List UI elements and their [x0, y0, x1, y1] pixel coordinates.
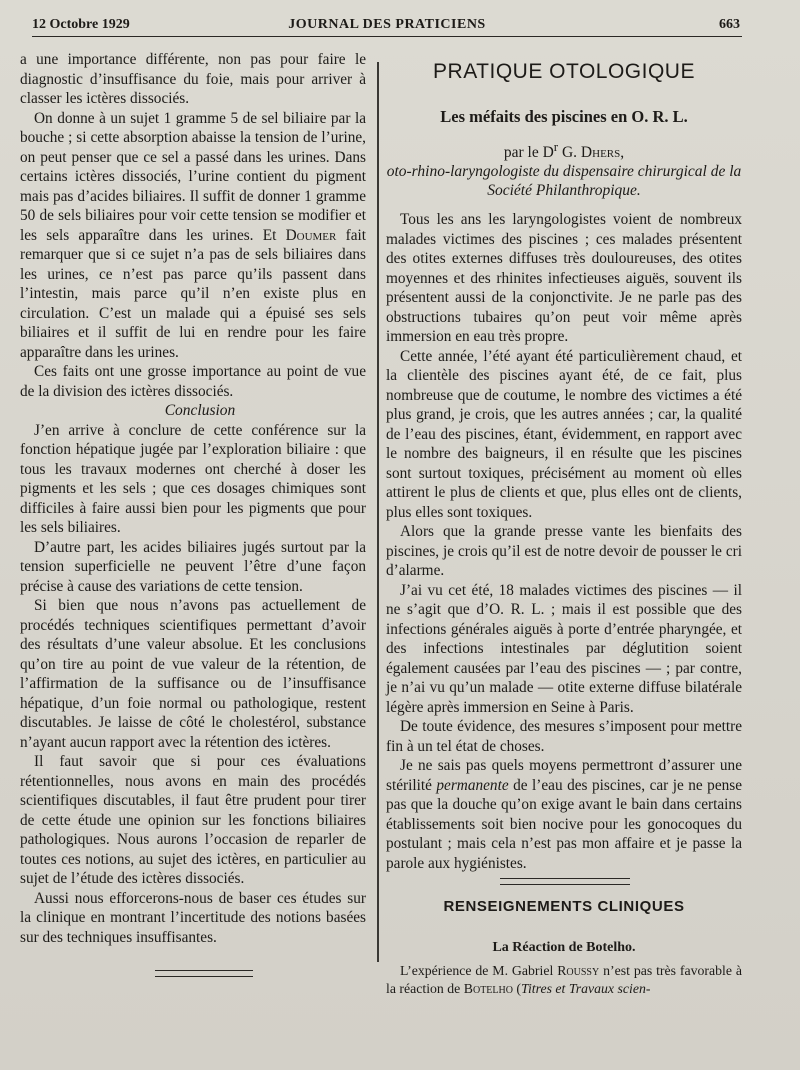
left-paragraph-1: a une importance différente, non pas pour faire le diagnostic d’insuffisance du foie, mais pour arriver à classer les ictères dissociés. — [20, 51, 366, 107]
right-paragraph-6: Je ne sais pas quels moyens permettront d’assurer une stérilité permanente de l’eau des piscines, car je ne pense pas que la douche qu’on exige avant le bain dans certains établissements soit bien nocive pour les gonocoques du postulant ; mais cela n’est pas mon affaire et je passe la parole aux hygiénistes. — [386, 757, 743, 872]
left-column — [20, 50, 366, 947]
left-paragraph-7: Il faut savoir que si pour ces évaluations rétentionnelles, nous avons en main des procédés scientifiques discutables, il faut être prudent pour tirer de cette étude une opinion sur les fonctions biliaires pathologiques. Nous aurons l’occasion de reparler de toutes ces notions, au sujet des ictères, en particulier au sujet de l’étude des ictères dissociés. — [20, 753, 366, 887]
author-name-dhers: G. Dhers, — [561, 144, 625, 162]
left-end-rule — [155, 970, 253, 977]
byline: par le $D^r$ G. Dhers, oto-rhino-laryngologiste du dispensaire chirurgical de la Société Philanthropique. — [386, 139, 742, 200]
running-header — [32, 14, 742, 37]
left-paragraph-8: Aussi nous efforcerons-nous de baser ces études sur la clinique en montrant l’incertitude des notions basées sur des techniques insuffisantes. — [20, 889, 366, 946]
right-paragraph-2: Cette année, l’été ayant été particulièrement chaud, et la clientèle des piscines ayant été, de ce fait, plus nombreuse que de coutume, le nombre des victimes a été plus grand, je crois, que les autres années ; car, la qualité de l’eau des piscines, étant, évidemment, en rapport avec le nombre des baigneurs, il en résulte que les piscines sont surtout toxiques, précisément au moment où elles attirent le plus de clients et que, plus elles ont de clients, plus elles sont toxiques. — [386, 347, 742, 521]
citation-title: Titres et Travaux scien- — [521, 981, 651, 996]
section-separator-rule — [500, 878, 630, 885]
conclusion-subheading: Conclusion — [164, 402, 236, 419]
section-title-otologique: PRATIQUE OTOLOGIQUE — [433, 60, 695, 83]
right-bottom-text — [386, 962, 742, 998]
author-name-doumer: Doumer — [285, 226, 337, 244]
author-name-roussy: Roussy — [557, 963, 600, 978]
right-paragraph-1: Tous les ans les laryngologistes voient de nombreux malades victimes des piscines ; ces malades présentent des otites externes diffuses très douloureuses, des otites moyennes et des rhinites infectieuses aiguës, souvent ils présentent aussi de la conjonctivite. Je ne parle pas des obstructions tubaires qu’on peut voir même après immersion en eau très propre. — [386, 211, 742, 345]
left-paragraph-3: Ces faits ont une grosse importance au point de vue de la division des ictères dissociés. — [20, 363, 366, 400]
header-page-number: 663 — [719, 17, 740, 32]
right-paragraph-4: J’ai vu cet été, 18 malades victimes des piscines — il ne s’agit que d’O. R. L. ; mais il est possible que des infections générales aiguës à porte d’entrée pharyngée, et des infections intestinales par déglutition soient également causées par l’eau des piscines — ; par contre, je n’ai vu qu’un malade — otite externe diffuse bilatérale légère après immersion en Seine à Paris. — [386, 581, 742, 716]
emphasis-permanente: permanente — [436, 776, 509, 794]
left-paragraph-6: Si bien que nous n’avons pas actuellement de procédés techniques scientifiques permettant d’avoir des résultats d’une valeur absolue. Et les conclusions qu’on tire au point de vue valeur de la rétention, de l’affirmation de la suffisance ou de l’insuffisance hépatique, d’un foie normal ou pathologique, restent discutables. Je laisse de côté le cholestérol, substance n’ayant aucun rapport avec la rétention des ictères. — [20, 597, 366, 751]
right-column — [386, 210, 742, 873]
subsection-title-botelho: La Réaction de Botelho. — [492, 940, 636, 955]
header-date: 12 Octobre 1929 — [32, 17, 130, 32]
right-paragraph-7: L’expérience de M. Gabriel Roussy n’est pas très favorable à la réaction de Botelho (Titres et Travaux scien- — [386, 963, 743, 996]
author-name-botelho: Botelho — [463, 981, 513, 996]
section-title-renseignements: RENSEIGNEMENTS CLINIQUES — [443, 898, 685, 915]
left-paragraph-2: On donne à un sujet 1 gramme 5 de sel biliaire par la bouche ; si cette absorption abaisse la tension de l’urine, on peut penser que ce sel a passé dans les urines. Dans certains ictères dissociés, l’urine contient du pigment mais pas d’acides biliaires. Il suffit de donner 1 gramme 50 de sels biliaires pour voir cette tension se modifier et les sels apparaître dans les urines. Et Doumer fait remarquer que si ce sujet n’a pas de sels biliaires dans les urines, ce n’est pas parce qu’ils passent dans l’intestin, mais parce qu’il n’en existe plus en circulation. C’est un malade qui a épuisé ses sels biliaires et il suffit de lui en rendre pour les faire apparaître dans les urines. — [20, 109, 367, 361]
author-affiliation: oto-rhino-laryngologiste du dispensaire chirurgical de la Société Philanthropique. — [386, 163, 742, 200]
right-paragraph-3: Alors que la grande presse vante les bienfaits des piscines, je crois qu’il est de notre devoir de pousser le cri d’alarme. — [386, 523, 742, 579]
left-paragraph-5: D’autre part, les acides biliaires jugés surtout par la tension superficielle ne peuvent l’être d’une façon précise à cause des variations de cette tension. — [20, 538, 366, 595]
header-journal-title: JOURNAL DES PRATICIENS — [288, 17, 486, 32]
left-paragraph-4: J’en arrive à conclure de cette conférence sur la fonction hépatique jugée par l’exploration biliaire : que tous les travaux modernes ont cherché à doser les pigments et les sels ; que ces dosages chimiques sont difficiles à faire aussi bien pour les pigments que pour les sels biliaires. — [20, 421, 366, 536]
article-title: Les méfaits des piscines en O. R. L. — [440, 107, 688, 126]
column-divider — [377, 62, 379, 962]
right-paragraph-5: De toute évidence, des mesures s’imposent pour mettre fin à un tel état de choses. — [386, 718, 742, 755]
